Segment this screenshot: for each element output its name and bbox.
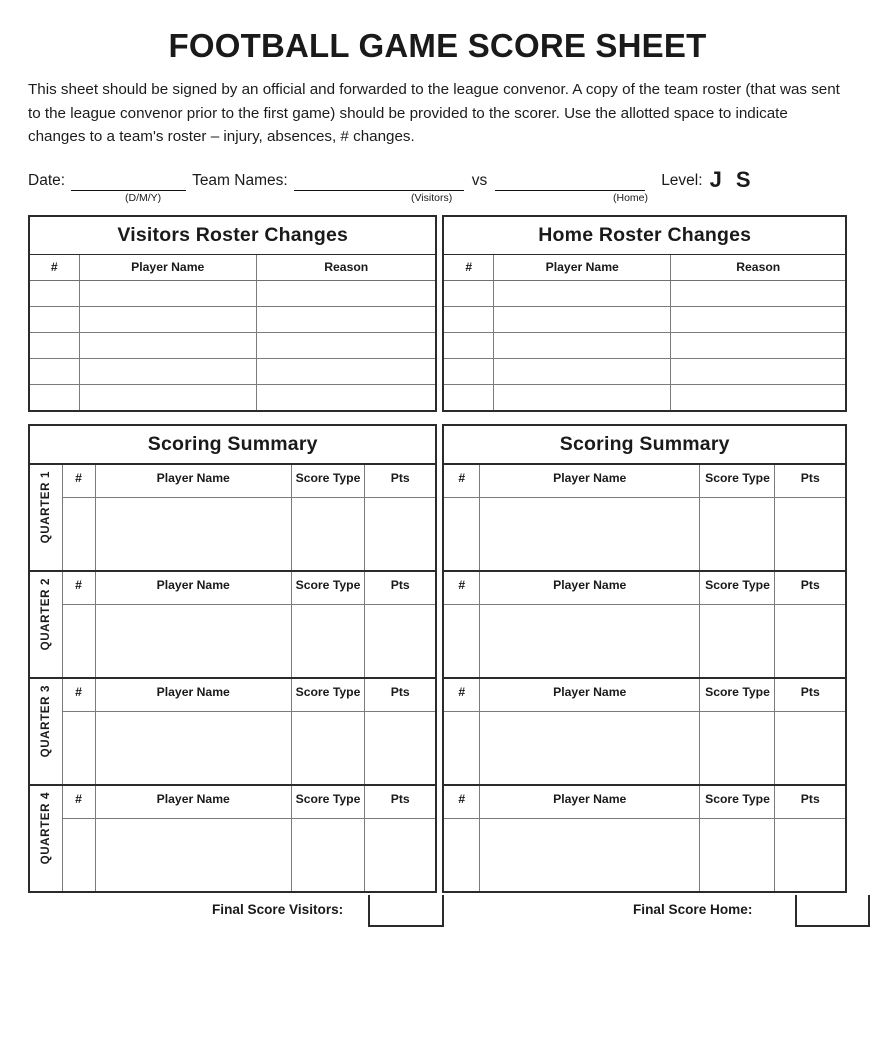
- column-header-player-name: Player Name: [95, 678, 291, 712]
- cell-reason[interactable]: [671, 384, 846, 411]
- quarter-label: QUARTER 1: [39, 470, 53, 544]
- cell-player-name[interactable]: [479, 818, 700, 892]
- quarter-3-header-row: [29, 678, 436, 712]
- cell-num[interactable]: [443, 384, 493, 411]
- quarter-3-entry-row[interactable]: [443, 711, 846, 785]
- date-input[interactable]: [71, 175, 186, 191]
- table-row[interactable]: [443, 280, 846, 306]
- quarter-label: QUARTER 4: [39, 791, 53, 865]
- cell-player-name[interactable]: [493, 332, 671, 358]
- column-header-num: #: [62, 678, 95, 712]
- cell-player-name[interactable]: [79, 280, 256, 306]
- cell-pts[interactable]: [364, 604, 436, 678]
- cell-reason[interactable]: [256, 358, 436, 384]
- column-header-player-name: Player Name: [479, 571, 700, 605]
- cell-num[interactable]: [443, 711, 479, 785]
- cell-num[interactable]: [62, 604, 95, 678]
- scoring-summary-section: [28, 424, 847, 893]
- column-header-player-name: Player Name: [479, 678, 700, 712]
- cell-num[interactable]: [443, 604, 479, 678]
- column-header-score-type: Score Type: [700, 464, 775, 498]
- visitors-hint: (Visitors): [411, 191, 453, 204]
- column-header-pts: Pts: [775, 678, 846, 712]
- quarter-2-label-cell: [29, 571, 62, 678]
- quarter-2-entry-row[interactable]: [443, 604, 846, 678]
- cell-pts[interactable]: [364, 818, 436, 892]
- quarter-4-entry-row[interactable]: [29, 818, 436, 892]
- cell-reason[interactable]: [671, 306, 846, 332]
- cell-reason[interactable]: [256, 306, 436, 332]
- date-label: Date:: [28, 171, 66, 189]
- cell-player-name[interactable]: [479, 604, 700, 678]
- final-score-row: [28, 893, 847, 929]
- team-names-label: Team Names:: [192, 171, 288, 189]
- cell-num[interactable]: [29, 358, 79, 384]
- cell-score-type[interactable]: [291, 497, 364, 571]
- cell-num[interactable]: [29, 384, 79, 411]
- quarter-4-entry-row[interactable]: [443, 818, 846, 892]
- quarter-1-label-cell: [29, 464, 62, 571]
- column-header-num: #: [443, 785, 479, 819]
- game-info-form: [28, 166, 847, 192]
- column-header-score-type: Score Type: [700, 678, 775, 712]
- column-header-pts: Pts: [364, 678, 436, 712]
- visitors-scoring-title: Scoring Summary: [29, 425, 436, 464]
- cell-player-name[interactable]: [493, 306, 671, 332]
- cell-player-name[interactable]: [493, 358, 671, 384]
- cell-num[interactable]: [443, 358, 493, 384]
- level-label: Level:: [661, 171, 703, 189]
- column-header-player-name: Player Name: [95, 464, 291, 498]
- cell-num[interactable]: [29, 332, 79, 358]
- cell-player-name[interactable]: [79, 384, 256, 411]
- table-row[interactable]: [29, 358, 436, 384]
- cell-num[interactable]: [62, 497, 95, 571]
- table-row[interactable]: [443, 384, 846, 411]
- quarter-1-header-row: [29, 464, 436, 498]
- quarter-1-header-row: [443, 464, 846, 498]
- roster-changes-section: [28, 215, 847, 412]
- cell-score-type[interactable]: [291, 711, 364, 785]
- date-format-hint: (D/M/Y): [125, 191, 162, 204]
- cell-player-name[interactable]: [79, 306, 256, 332]
- column-header-pts: Pts: [775, 785, 846, 819]
- quarter-2-header-row: [29, 571, 436, 605]
- final-score-visitors-input[interactable]: [368, 895, 444, 927]
- column-header-score-type: Score Type: [700, 785, 775, 819]
- final-score-home-input[interactable]: [795, 895, 870, 927]
- cell-num[interactable]: [443, 332, 493, 358]
- cell-reason[interactable]: [671, 280, 846, 306]
- cell-pts[interactable]: [775, 711, 846, 785]
- cell-pts[interactable]: [775, 497, 846, 571]
- quarter-2-entry-row[interactable]: [29, 604, 436, 678]
- cell-player-name[interactable]: [95, 604, 291, 678]
- cell-num[interactable]: [62, 818, 95, 892]
- quarter-3-header-row: [443, 678, 846, 712]
- final-score-home-label: Final Score Home:: [633, 901, 753, 917]
- cell-score-type[interactable]: [291, 818, 364, 892]
- table-row[interactable]: [29, 384, 436, 411]
- column-header-num: #: [443, 254, 493, 280]
- home-scoring-title: Scoring Summary: [443, 425, 846, 464]
- quarter-2-header-row: [443, 571, 846, 605]
- cell-reason[interactable]: [671, 332, 846, 358]
- cell-pts[interactable]: [364, 711, 436, 785]
- cell-player-name[interactable]: [479, 497, 700, 571]
- cell-score-type[interactable]: [700, 711, 775, 785]
- cell-num[interactable]: [29, 306, 79, 332]
- form-sublabels: [28, 192, 847, 206]
- column-header-num: #: [62, 464, 95, 498]
- cell-player-name[interactable]: [79, 358, 256, 384]
- column-header-score-type: Score Type: [291, 464, 364, 498]
- final-score-visitors-label: Final Score Visitors:: [212, 901, 344, 917]
- column-header-num: #: [62, 571, 95, 605]
- quarter-3-label-cell: [29, 678, 62, 785]
- cell-score-type[interactable]: [700, 604, 775, 678]
- cell-score-type[interactable]: [700, 497, 775, 571]
- column-header-num: #: [443, 571, 479, 605]
- level-value[interactable]: J S: [709, 166, 755, 192]
- visitors-scoring-table: [28, 424, 437, 893]
- table-row[interactable]: [443, 306, 846, 332]
- column-header-num: #: [443, 464, 479, 498]
- cell-player-name[interactable]: [479, 711, 700, 785]
- home-roster-table: [442, 215, 847, 412]
- cell-pts[interactable]: [775, 604, 846, 678]
- column-header-pts: Pts: [364, 785, 436, 819]
- cell-score-type[interactable]: [291, 604, 364, 678]
- column-header-pts: Pts: [364, 571, 436, 605]
- home-scoring-table: [442, 424, 847, 893]
- column-header-player-name: Player Name: [479, 464, 700, 498]
- visitors-team-input[interactable]: [294, 175, 464, 191]
- table-row[interactable]: [443, 358, 846, 384]
- column-header-reason: Reason: [671, 254, 846, 280]
- quarter-1-entry-row[interactable]: [443, 497, 846, 571]
- vs-label: vs: [471, 171, 488, 189]
- home-team-input[interactable]: [495, 175, 645, 191]
- quarter-4-label-cell: [29, 785, 62, 892]
- home-roster-title: Home Roster Changes: [443, 216, 846, 255]
- column-header-player-name: Player Name: [95, 571, 291, 605]
- cell-player-name[interactable]: [493, 280, 671, 306]
- cell-pts[interactable]: [775, 818, 846, 892]
- cell-num[interactable]: [62, 711, 95, 785]
- column-header-pts: Pts: [364, 464, 436, 498]
- quarter-1-entry-row[interactable]: [29, 497, 436, 571]
- cell-player-name[interactable]: [95, 711, 291, 785]
- column-header-score-type: Score Type: [291, 785, 364, 819]
- cell-player-name[interactable]: [79, 332, 256, 358]
- cell-num[interactable]: [443, 818, 479, 892]
- column-header-reason: Reason: [256, 254, 436, 280]
- cell-num[interactable]: [443, 280, 493, 306]
- cell-reason[interactable]: [256, 332, 436, 358]
- column-header-score-type: Score Type: [291, 571, 364, 605]
- cell-player-name[interactable]: [95, 818, 291, 892]
- cell-reason[interactable]: [671, 358, 846, 384]
- column-header-score-type: Score Type: [291, 678, 364, 712]
- visitors-roster-title: Visitors Roster Changes: [29, 216, 436, 255]
- column-header-player-name: Player Name: [95, 785, 291, 819]
- quarter-4-header-row: [443, 785, 846, 819]
- cell-reason[interactable]: [256, 384, 436, 411]
- column-header-player-name: Player Name: [79, 254, 256, 280]
- home-hint: (Home): [613, 191, 649, 204]
- column-header-score-type: Score Type: [700, 571, 775, 605]
- intro-paragraph: This sheet should be signed by an official and forwarded to the league convenor. A copy of the team roster (that was sent to the league convenor prior to the first game) should be provided to the scorer. Use the allotted space to indicate changes to a team's roster – injury, absences, # changes.: [28, 81, 840, 146]
- table-row[interactable]: [29, 306, 436, 332]
- column-header-num: #: [443, 678, 479, 712]
- column-header-num: #: [29, 254, 79, 280]
- score-sheet-page: [0, 28, 875, 1052]
- cell-num[interactable]: [29, 280, 79, 306]
- column-header-pts: Pts: [775, 571, 846, 605]
- column-header-num: #: [62, 785, 95, 819]
- cell-num[interactable]: [443, 497, 479, 571]
- cell-player-name[interactable]: [95, 497, 291, 571]
- table-row[interactable]: [29, 332, 436, 358]
- column-header-player-name: Player Name: [493, 254, 671, 280]
- cell-num[interactable]: [443, 306, 493, 332]
- column-header-player-name: Player Name: [479, 785, 700, 819]
- quarter-4-header-row: [29, 785, 436, 819]
- quarter-3-entry-row[interactable]: [29, 711, 436, 785]
- cell-pts[interactable]: [364, 497, 436, 571]
- quarter-label: QUARTER 2: [39, 577, 53, 651]
- cell-reason[interactable]: [256, 280, 436, 306]
- cell-score-type[interactable]: [700, 818, 775, 892]
- table-row[interactable]: [443, 332, 846, 358]
- quarter-label: QUARTER 3: [39, 684, 53, 758]
- page-title: FOOTBALL GAME SCORE SHEET: [168, 27, 707, 64]
- table-row[interactable]: [29, 280, 436, 306]
- visitors-roster-table: [28, 215, 437, 412]
- cell-player-name[interactable]: [493, 384, 671, 411]
- column-header-pts: Pts: [775, 464, 846, 498]
